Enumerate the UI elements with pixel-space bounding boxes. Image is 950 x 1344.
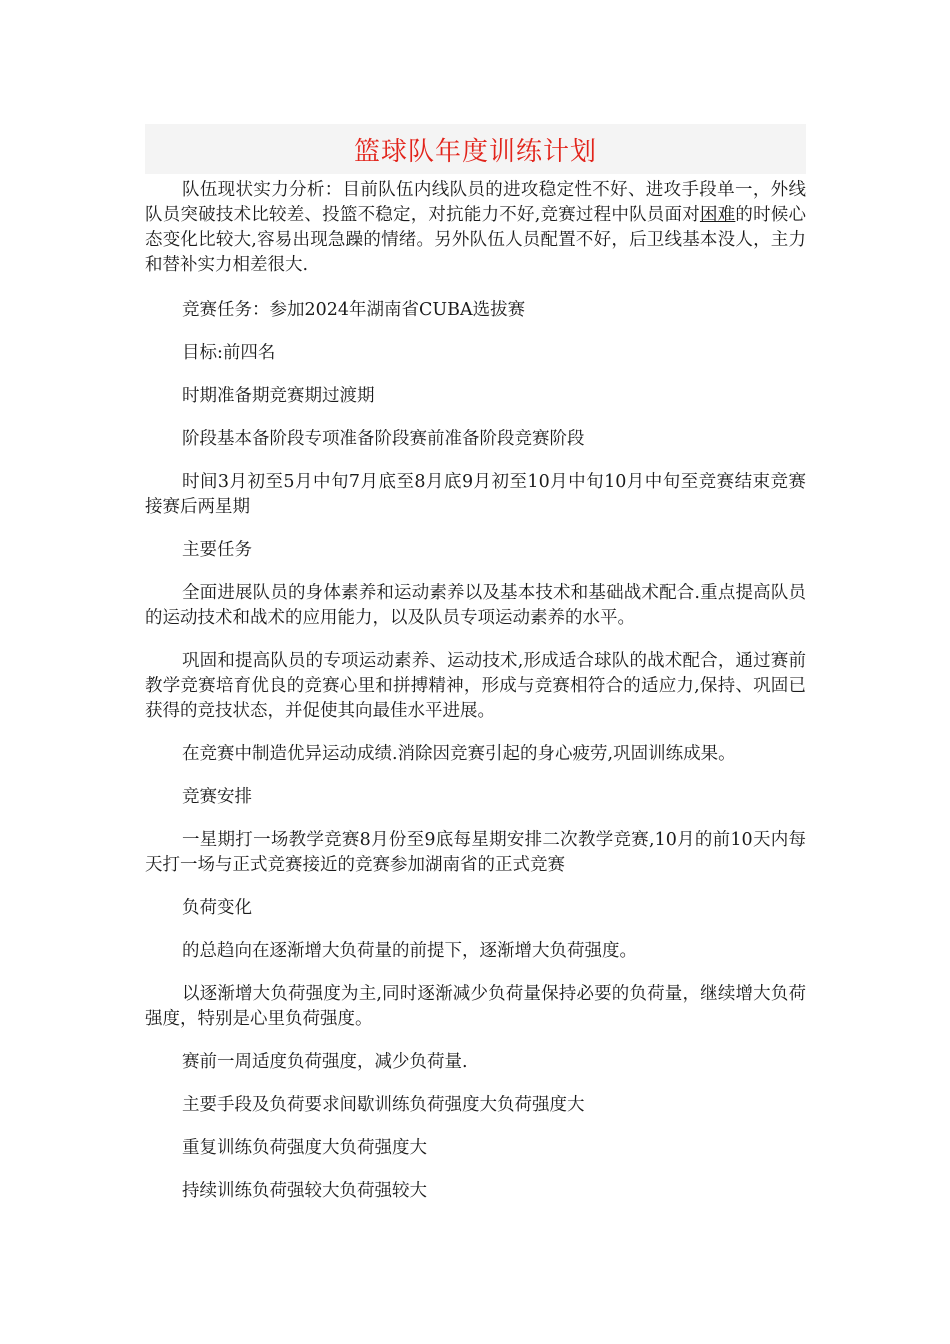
paragraph-load-trend: 的总趋向在逐渐增大负荷量的前提下，逐渐增大负荷强度。 [182, 941, 637, 961]
heading-main-tasks: 主要任务 [182, 540, 252, 560]
paragraph-competition-task: 竞赛任务：参加2024年湖南省CUBA选拔赛 [182, 300, 526, 320]
paragraph-task-basic: 全面进展队员的身体素养和运动素养以及基本技术和基础战术配合.重点提高队员的运动技术和战术的应用能力，以及队员专项运动素养的水平。 [145, 583, 806, 628]
intro-text-after: 的时候心态变化比较大,容易出现急躁的情绪。另外队伍人员配置不好，后卫线基本没人，主力和替补实力相差很大. [145, 205, 807, 275]
document-body [145, 174, 806, 1204]
paragraph-periods: 时期准备期竞赛期过渡期 [182, 386, 375, 406]
paragraph-task-competition: 在竞赛中制造优异运动成绩.消除因竞赛引起的身心疲劳,巩固训练成果。 [182, 744, 736, 764]
paragraph-repeat-training: 重复训练负荷强度大负荷强度大 [182, 1138, 427, 1158]
paragraph-task-specialized: 巩固和提高队员的专项运动素养、运动技术,形成适合球队的战术配合，通过赛前教学竞赛培育优良的竞赛心里和拼搏精神，形成与竞赛相符合的适应力,保持、巩固已获得的竞技状态，并促使其向最佳水平进展。 [145, 651, 806, 721]
heading-competition-arrangement: 竞赛安排 [182, 787, 252, 807]
difficulty-link[interactable]: 困难 [699, 205, 736, 225]
paragraph-continuous-training: 持续训练负荷强较大负荷强较大 [182, 1181, 427, 1201]
paragraph-goal: 目标:前四名 [182, 343, 276, 363]
paragraph-pre-match-week: 赛前一周适度负荷强度，减少负荷量. [182, 1052, 468, 1072]
document-title: 篮球队年度训练计划 [353, 136, 597, 167]
paragraph-schedule-time: 时间3月初至5月中旬7月底至8月底9月初至10月中旬10月中旬至竞赛结束竞赛接赛后两星期 [145, 472, 806, 517]
heading-load-change: 负荷变化 [182, 898, 252, 918]
paragraph-stages: 阶段基本备阶段专项准备阶段赛前准备阶段竞赛阶段 [182, 429, 585, 449]
intro-paragraph [145, 178, 806, 278]
paragraph-arrangement: 一星期打一场教学竞赛8月份至9底每星期安排二次教学竞赛,10月的前10天内每天打一场与正式竞赛接近的竞赛参加湖南省的正式竞赛 [145, 830, 806, 875]
intro-text-before: 队伍现状实力分析：目前队伍内线队员的进攻稳定性不好、进攻手段单一，外线队员突破技术比较差、投篮不稳定，对抗能力不好,竞赛过程中队员面对 [145, 180, 806, 225]
paragraph-interval-training: 主要手段及负荷要求间歇训练负荷强度大负荷强度大 [182, 1095, 585, 1115]
document-page [145, 124, 806, 1222]
title-bar [145, 124, 806, 174]
paragraph-load-intensity: 以逐渐增大负荷强度为主,同时逐渐减少负荷量保持必要的负荷量，继续增大负荷强度，特别是心里负荷强度。 [145, 984, 806, 1029]
